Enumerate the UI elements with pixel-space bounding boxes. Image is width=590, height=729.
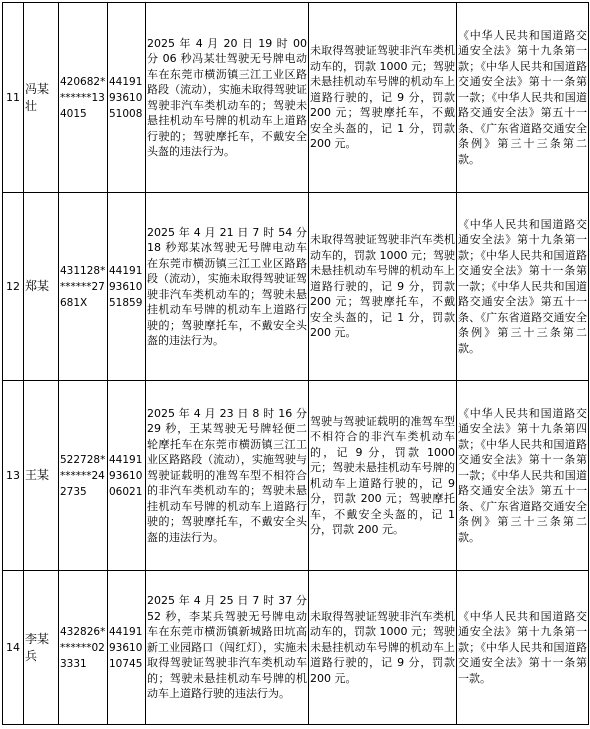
person-name: 李某兵 [24,571,59,725]
person-name: 郑某 [24,193,59,381]
penalty-table [2,2,589,725]
row-index: 14 [3,571,24,725]
legal-basis: 《中华人民共和国道路交通安全法》第十九条第一款；《中华人民共和国道路交通安全法》第十一条第一款；《中华人民共和国道路交通安全法》第五十一条、《广东省道路交通安全条例》第三十三条第二款。 [457,3,589,193]
violation-description: 2025 年 4 月 23 日 8 时 16 分 29 秒，王某驾驶无号牌轻便二轮摩托车在东莞市横沥镇三江工业区路路段（流动），实施驾驶与驾驶证载明的准驾车型不相符合的非汽车类机动车的；驾驶未悬挂机动车号牌的机动车上道路行驶的；驾驶摩托车，不戴安全头盔的违法行为。 [146,381,309,571]
penalty-detail: 未取得驾驶证驾驶非汽车类机动车的，罚款 1000 元；驾驶未悬挂机动车号牌的机动车上道路行驶的，记 9 分，罚款 200 元；驾驶摩托车，不戴安全头盔的，记 1 分，罚款 200 元。 [309,3,457,193]
penalty-detail: 驾驶与驾驶证载明的准驾车型不相符合的非汽车类机动车的，记 9 分，罚款 1000 元；驾驶未悬挂机动车号牌的机动车上道路行驶的，记 9 分，罚款 200 元；驾驶摩托车，不戴安全头盔的，记 1 分，罚款 200 元。 [309,381,457,571]
penalty-detail: 未取得驾驶证驾驶非汽车类机动车的，罚款 1000 元；驾驶未悬挂机动车号牌的机动车上道路行驶的，记 9 分，罚款 200 元。 [309,571,457,725]
violation-description: 2025 年 4 月 25 日 7 时 37 分 52 秒，李某兵驾驶无号牌电动车在东莞市横沥镇新城路田坑高新工业园路口（闯红灯），实施未取得驾驶证驾驶非汽车类机动车的；驾驶未悬挂机动车号牌的机动车上道路行驶的违法行为。 [146,571,309,725]
person-name: 冯某壮 [24,3,59,193]
row-index: 12 [3,193,24,381]
id-number: 432826*******023331 [59,571,108,725]
legal-basis: 《中华人民共和国道路交通安全法》第十九条第四款；《中华人民共和国道路交通安全法》第十一条第一款；《中华人民共和国道路交通安全法》第五十一条、《广东省道路交通安全条例》第三十三条第二款。 [457,381,589,571]
row-index: 11 [3,3,24,193]
table-row [3,381,589,571]
document-number: 441919361010745 [108,571,146,725]
id-number: 522728*******242735 [59,381,108,571]
row-index: 13 [3,381,24,571]
violation-description: 2025 年 4 月 20 日 19 时 00 分 06 秒冯某壮驾驶无号牌电动车在东莞市横沥镇三江工业区路路段（流动），实施未取得驾驶证驾驶非汽车类机动车的；驾驶未悬挂机动车号牌的机动车上道路行驶的；驾驶摩托车，不戴安全头盔的违法行为。 [146,3,309,193]
document-number: 441919361051008 [108,3,146,193]
person-name: 王某 [24,381,59,571]
id-number: 420682*******134015 [59,3,108,193]
table-row [3,3,589,193]
violation-description: 2025 年 4 月 21 日 7 时 54 分 18 秒郑某冰驾驶无号牌电动车在东莞市横沥镇三江工业区路路段（流动），实施未取得驾驶证驾驶非汽车类机动车的；驾驶未悬挂机动车号牌的机动车上道路行驶的；驾驶摩托车，不戴安全头盔的违法行为。 [146,193,309,381]
legal-basis: 《中华人民共和国道路交通安全法》第十九条第一款；《中华人民共和国道路交通安全法》第十一条第一款。 [457,571,589,725]
document-number: 441919361051859 [108,193,146,381]
table-row [3,193,589,381]
document-number: 441919361006021 [108,381,146,571]
table-row [3,571,589,725]
id-number: 431128*******27681X [59,193,108,381]
penalty-detail: 未取得驾驶证驾驶非汽车类机动车的，罚款 1000 元；驾驶未悬挂机动车号牌的机动车上道路行驶的，记 9 分，罚款 200 元；驾驶摩托车，不戴安全头盔的，记 1 分，罚款 200 元。 [309,193,457,381]
legal-basis: 《中华人民共和国道路交通安全法》第十九条第一款；《中华人民共和国道路交通安全法》第十一条第一款；《中华人民共和国道路交通安全法》第五十一条、《广东省道路交通安全条例》第三十三条第二款。 [457,193,589,381]
